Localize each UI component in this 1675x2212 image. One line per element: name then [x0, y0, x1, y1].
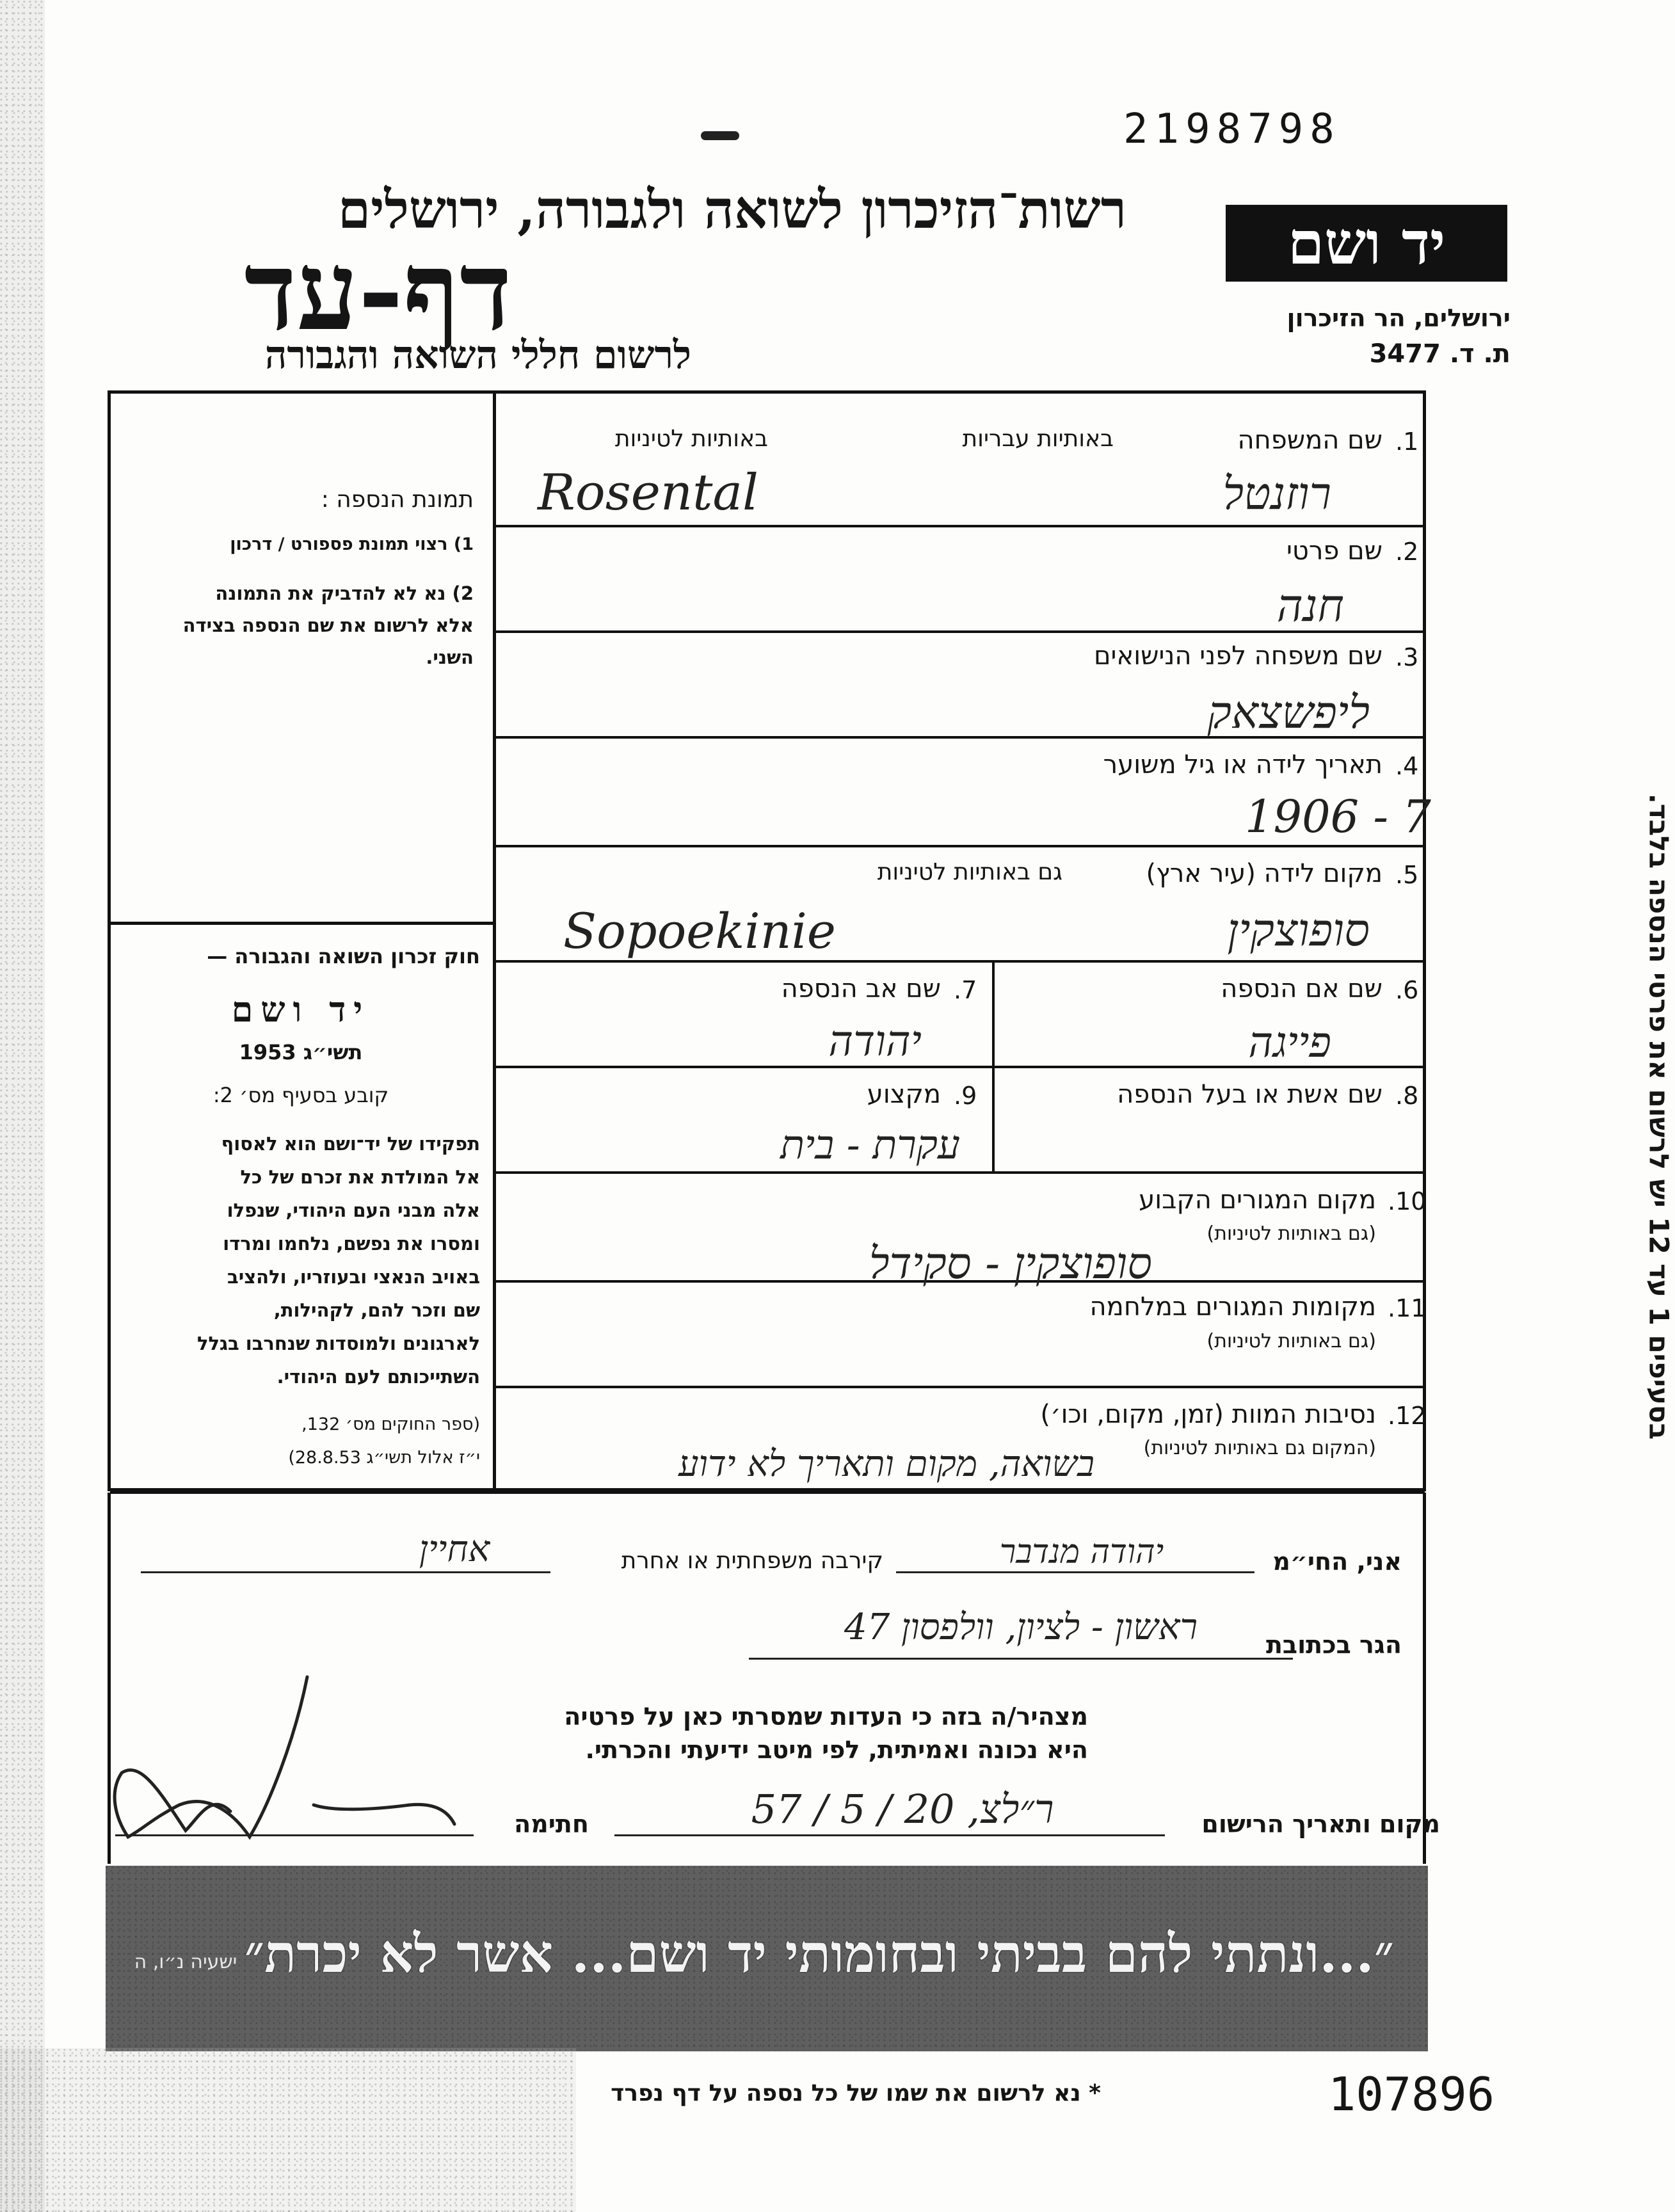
declarant-name: יהודה מנדבר — [999, 1533, 1164, 1571]
field-12-number: 12. — [1388, 1402, 1427, 1430]
statement-line-2: היא נכונה ואמיתית, לפי מיטב ידיעתי והכרתי. — [585, 1736, 1088, 1764]
law-year: תשי״ג 1953 — [239, 1040, 363, 1064]
address-line — [749, 1658, 1293, 1660]
photo-note-1: 1) רצוי תמונת פספורט / דרכון — [230, 534, 474, 554]
address-label: הגר בכתובת — [1265, 1631, 1402, 1659]
scan-speck — [701, 131, 739, 140]
law-title: חוק זכרון השואה והגבורה — — [207, 944, 480, 968]
name-line — [896, 1571, 1254, 1573]
logo-address: ירושלים, הר הזיכרון — [1286, 304, 1511, 332]
left-panel-divider — [109, 922, 494, 925]
field-8-number: 8. — [1395, 1082, 1419, 1110]
field-11-note: (גם באותיות לטיניות) — [1206, 1330, 1376, 1352]
field-12-label: נסיבות המוות (זמן, מקום, וכו׳) — [1040, 1400, 1376, 1429]
field-5-number: 5. — [1395, 861, 1419, 889]
col-latin-header: באותיות לטיניות — [614, 426, 768, 452]
field-11-number: 11. — [1388, 1294, 1427, 1322]
field-4-value: 1906 - 7 — [1245, 790, 1431, 843]
row-line — [494, 1171, 1425, 1174]
scan-edge-noise — [0, 0, 45, 2212]
law-text-5: באויב הנאצי ובעוזריו, ולהציב — [227, 1266, 480, 1288]
row-line — [494, 525, 1425, 527]
field-9-number: 9. — [954, 1082, 977, 1110]
place-date-value: ר״לצ, 20 / 5 / 57 — [751, 1786, 1054, 1832]
serial-number: 2198798 — [1123, 106, 1341, 153]
field-1-value-hebrew: רוזנטל — [1222, 467, 1331, 520]
field-7-value: יהודה — [828, 1016, 922, 1066]
field-10-note: (גם באותיות לטיניות) — [1206, 1222, 1376, 1245]
signature-scribble — [102, 1664, 461, 1856]
law-section: קובע בסעיף מס׳ 2: — [212, 1083, 389, 1107]
law-ref-2: י״ז אלול תשי״ג 28.8.53) — [288, 1448, 480, 1468]
place-date-label: מקום ותאריך הרישום — [1201, 1810, 1440, 1838]
photo-note-2b: אלא לרשום את שם הנספה בצידה — [182, 614, 474, 636]
banner-quote: ״...ונתתי להם בביתי ובחומותי יד ושם... אשר לא יכרת״ — [244, 1923, 1394, 1985]
field-2-number: 2. — [1395, 538, 1419, 566]
place-date-line — [614, 1834, 1165, 1836]
law-text-4: ומסרו את נפשם, נלחמו ומרדו — [223, 1233, 480, 1254]
law-text-3: אלה מבני העם היהודי, שנפלו — [227, 1199, 480, 1221]
field-9-value: עקרת - בית — [780, 1121, 960, 1168]
field-11-label: מקומות המגורים במלחמה — [1089, 1292, 1376, 1322]
address-value: ראשון - לציון, וולפסון 47 — [844, 1607, 1198, 1648]
photo-note-2c: השני. — [426, 646, 474, 668]
field-6-number: 6. — [1395, 976, 1419, 1004]
row-line — [494, 845, 1425, 847]
signature-label: חתימה — [514, 1810, 589, 1838]
row-line — [494, 960, 1425, 963]
form-subtitle: לרשום חללי השואה והגבורה — [264, 333, 691, 378]
field-5-value-hebrew: סופוצקין — [1227, 904, 1370, 956]
field-4-label: תאריך לידה או גיל משוער — [1103, 750, 1382, 780]
field-12-value: בשואה, מקום ותאריך לא ידוע — [678, 1443, 1094, 1485]
law-text-2: אל המולדת את זכרם של כל — [240, 1166, 480, 1188]
field-1-number: 1. — [1395, 428, 1419, 456]
po-box: ת. ד. 3477 — [1369, 339, 1511, 369]
field-10-value: סופוצקין - סקידל — [869, 1238, 1152, 1289]
field-5-latin-note: גם באותיות לטיניות — [877, 859, 1062, 885]
relation-label: קירבה משפחתית או אחרת — [621, 1548, 883, 1574]
relation-value: אחיין — [419, 1528, 490, 1570]
field-10-number: 10. — [1388, 1187, 1427, 1215]
field-12-note: (המקום גם באותיות לטיניות) — [1143, 1437, 1376, 1459]
declaration-i-am: אני, החי״מ — [1272, 1548, 1402, 1576]
field-2-label: שם פרטי — [1286, 536, 1382, 566]
field-7-number: 7. — [954, 976, 977, 1004]
scan-bottom-noise — [0, 2048, 576, 2212]
banner-source: ישעיה נ״ו, ה — [134, 1951, 237, 1973]
field-1-label: שם המשפחה — [1237, 426, 1382, 455]
field-3-value: ליפשצאק — [1207, 686, 1370, 739]
law-name: יד ושם — [231, 989, 371, 1030]
law-text-8: השתייכותם לעם היהודי. — [276, 1366, 480, 1388]
side-note: בסעיפים 1 עד 12 יש לרשום את פרטי הנספה בלבד. — [1643, 793, 1675, 1440]
law-text-7: לארגונים ולמוסדות שנחרבו בגלל — [196, 1333, 480, 1354]
statement-line-1: מצהיר/ה בזה כי העדות שמסרתי כאן על פרטיה — [564, 1703, 1088, 1731]
field-5-value-latin: Sopoekinie — [563, 902, 836, 959]
field-4-number: 4. — [1395, 752, 1419, 780]
row-line — [494, 1386, 1425, 1388]
field-6-label: שם אם הנספה — [1221, 974, 1382, 1004]
photo-title: תמונת הנספה : — [321, 486, 474, 513]
field-7-label: שם אב הנספה — [781, 974, 941, 1004]
law-text-1: תפקידו של יד־ושם הוא לאסוף — [221, 1133, 480, 1155]
field-9-label: מקצוע — [867, 1080, 941, 1109]
field-8-label: שם אשת או בעל הנספה — [1117, 1080, 1382, 1109]
yad-vashem-logo: יד ושם — [1226, 205, 1507, 282]
half-divider — [992, 960, 995, 1171]
column-divider — [493, 392, 496, 1493]
field-1-value-latin: Rosental — [538, 464, 758, 522]
photo-note-2a: 2) נא לא להדביק את התמונה — [215, 582, 474, 604]
law-text-6: שם וזכר להם, לקהילות, — [273, 1299, 480, 1321]
stamp-number: 107896 — [1328, 2067, 1495, 2121]
field-10-label: מקום המגורים הקבוע — [1139, 1185, 1376, 1215]
col-hebrew-header: באותיות עבריות — [962, 426, 1114, 452]
field-2-value: חנה — [1276, 579, 1344, 632]
field-5-label: מקום לידה (עיר ארץ) — [1146, 859, 1382, 888]
law-ref-1: (ספר החוקים מס׳ 132, — [301, 1415, 480, 1434]
field-3-number: 3. — [1395, 643, 1419, 671]
field-6-value: פייגה — [1248, 1018, 1331, 1067]
relation-line — [141, 1571, 550, 1573]
footer-note: * נא לרשום את שמו של כל נספה על דף נפרד — [611, 2080, 1101, 2106]
authority-title: רשות־הזיכרון לשואה ולגבורה, ירושלים — [337, 179, 1126, 241]
field-3-label: שם משפחה לפני הנישואים — [1093, 641, 1382, 671]
form-title: דף-עד — [244, 227, 512, 355]
